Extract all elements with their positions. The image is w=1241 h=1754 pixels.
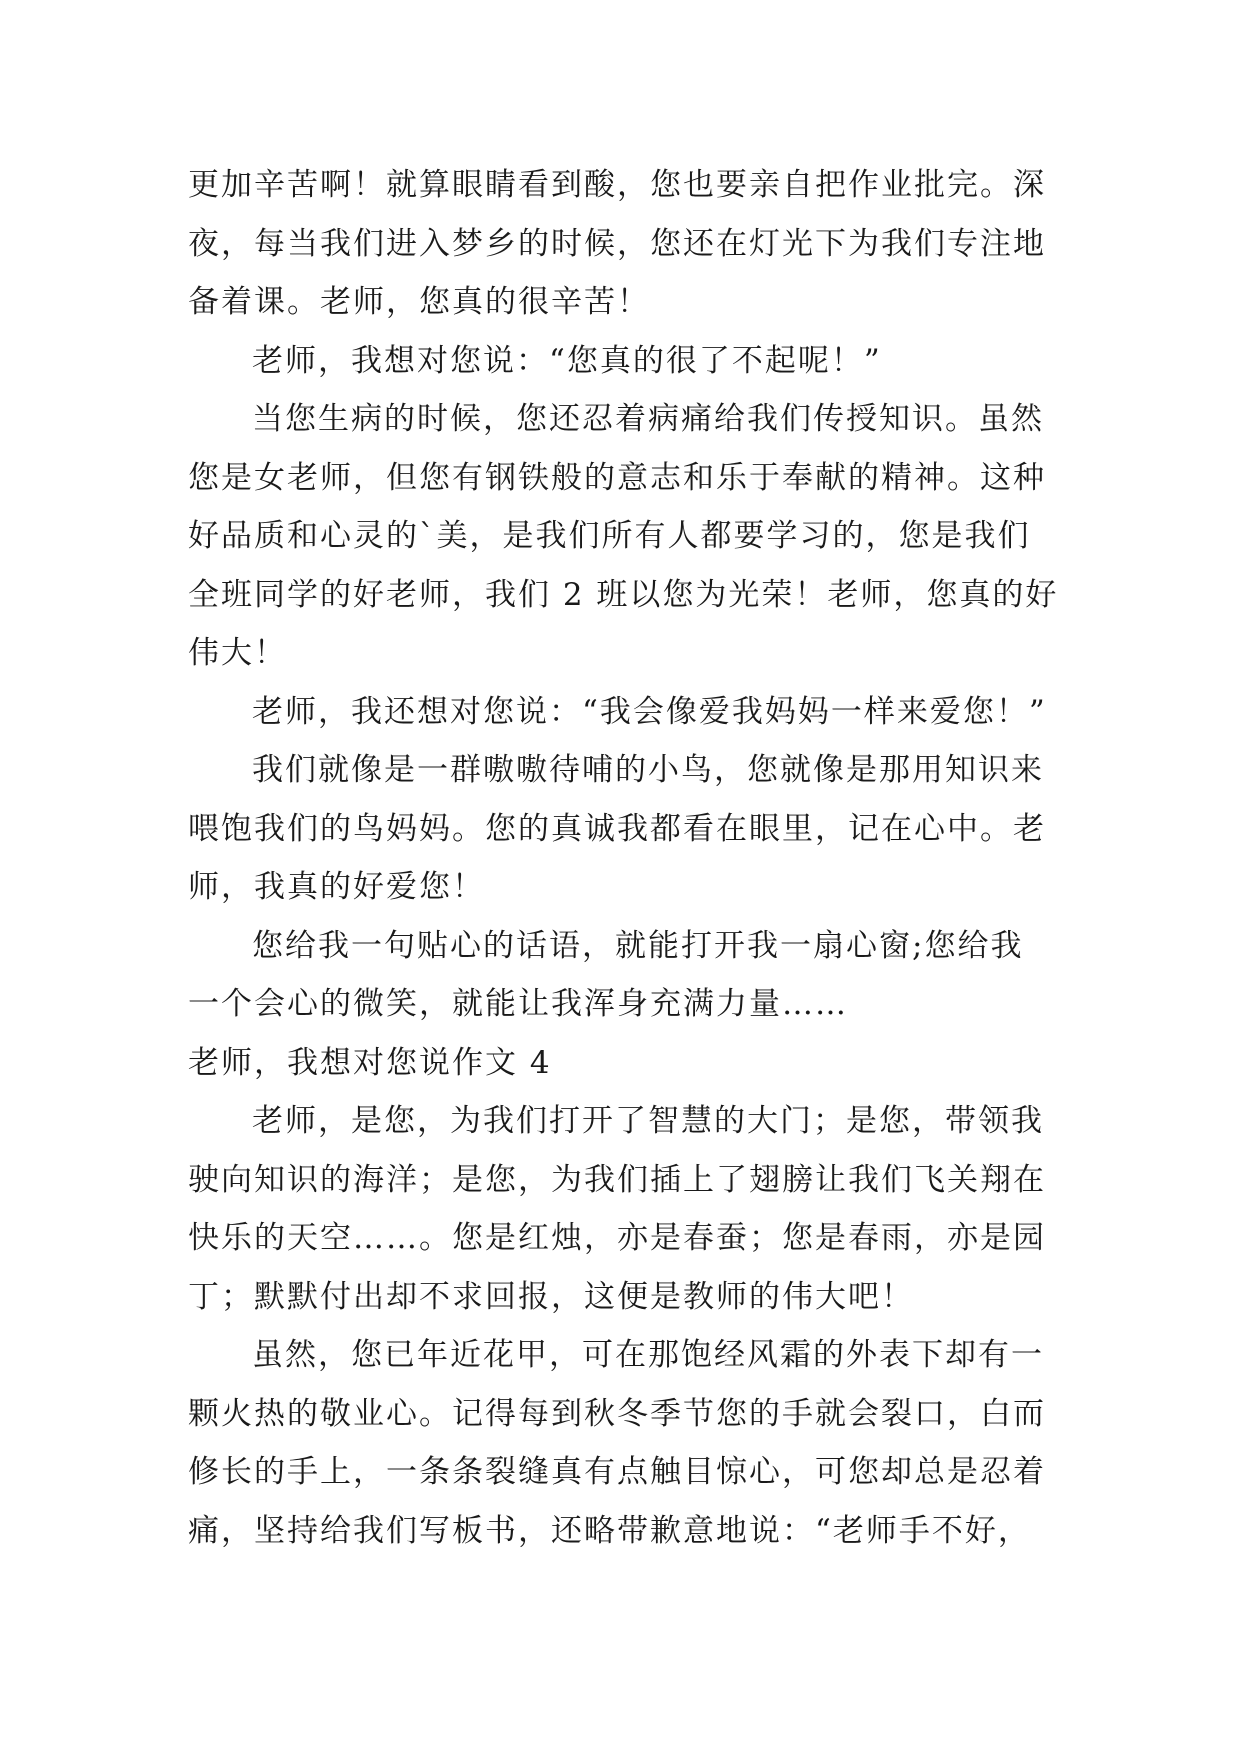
text-line: 老师，我还想对您说：“我会像爱我妈妈一样来爱您！” xyxy=(252,693,1047,730)
text-line: 全班同学的好老师，我们 2 班以您为光荣！老师，您真的好 xyxy=(188,576,1059,613)
text-line: 丁；默默付出却不求回报，这便是教师的伟大吧！ xyxy=(188,1278,914,1315)
text-line: 夜，每当我们进入梦乡的时候，您还在灯光下为我们专注地 xyxy=(188,225,1046,262)
text-line: 喂饱我们的鸟妈妈。您的真诚我都看在眼里，记在心中。老 xyxy=(188,810,1046,847)
text-line: 快乐的天空……。您是红烛，亦是春蚕；您是春雨，亦是园 xyxy=(188,1220,1046,1256)
text-line: 师，我真的好爱您！ xyxy=(188,869,485,905)
text-line: 老师，是您，为我们打开了智慧的大门；是您，带领我 xyxy=(252,1103,1044,1139)
text-line: 一个会心的微笑，就能让我浑身充满力量…… xyxy=(188,986,848,1022)
text-line: 痛，坚持给我们写板书，还略带歉意地说：“老师手不好， xyxy=(188,1512,1031,1549)
document-body xyxy=(188,156,1068,1560)
text-line: 备着课。老师，您真的很辛苦！ xyxy=(188,284,650,320)
text-line: 我们就像是一群嗷嗷待哺的小鸟，您就像是那用知识来 xyxy=(252,752,1044,788)
text-line: 更加辛苦啊！就算眼睛看到酸，您也要亲自把作业批完。深 xyxy=(188,167,1046,203)
text-line: 虽然，您已年近花甲，可在那饱经风霜的外表下却有一 xyxy=(252,1337,1044,1373)
text-line: 驶向知识的海洋；是您，为我们插上了翅膀让我们飞关翔在 xyxy=(188,1161,1046,1198)
text-line: 您给我一句贴心的话语，就能打开我一扇心窗;您给我 xyxy=(252,927,1024,964)
section-heading: 老师，我想对您说作文 4 xyxy=(188,1044,552,1081)
text-line: 伟大！ xyxy=(188,635,287,671)
text-line: 老师，我想对您说：“您真的很了不起呢！” xyxy=(252,342,882,379)
text-line: 您是女老师，但您有钢铁般的意志和乐于奉献的精神。这种 xyxy=(188,459,1046,496)
text-line: 修长的手上，一条条裂缝真有点触目惊心，可您却总是忍着 xyxy=(188,1454,1046,1490)
text-line: 颗火热的敬业心。记得每到秋冬季节您的手就会裂口，白而 xyxy=(188,1395,1046,1432)
text-line: 好品质和心灵的`美，是我们所有人都要学习的，您是我们 xyxy=(188,518,1031,554)
text-line: 当您生病的时候，您还忍着病痛给我们传授知识。虽然 xyxy=(252,401,1044,437)
